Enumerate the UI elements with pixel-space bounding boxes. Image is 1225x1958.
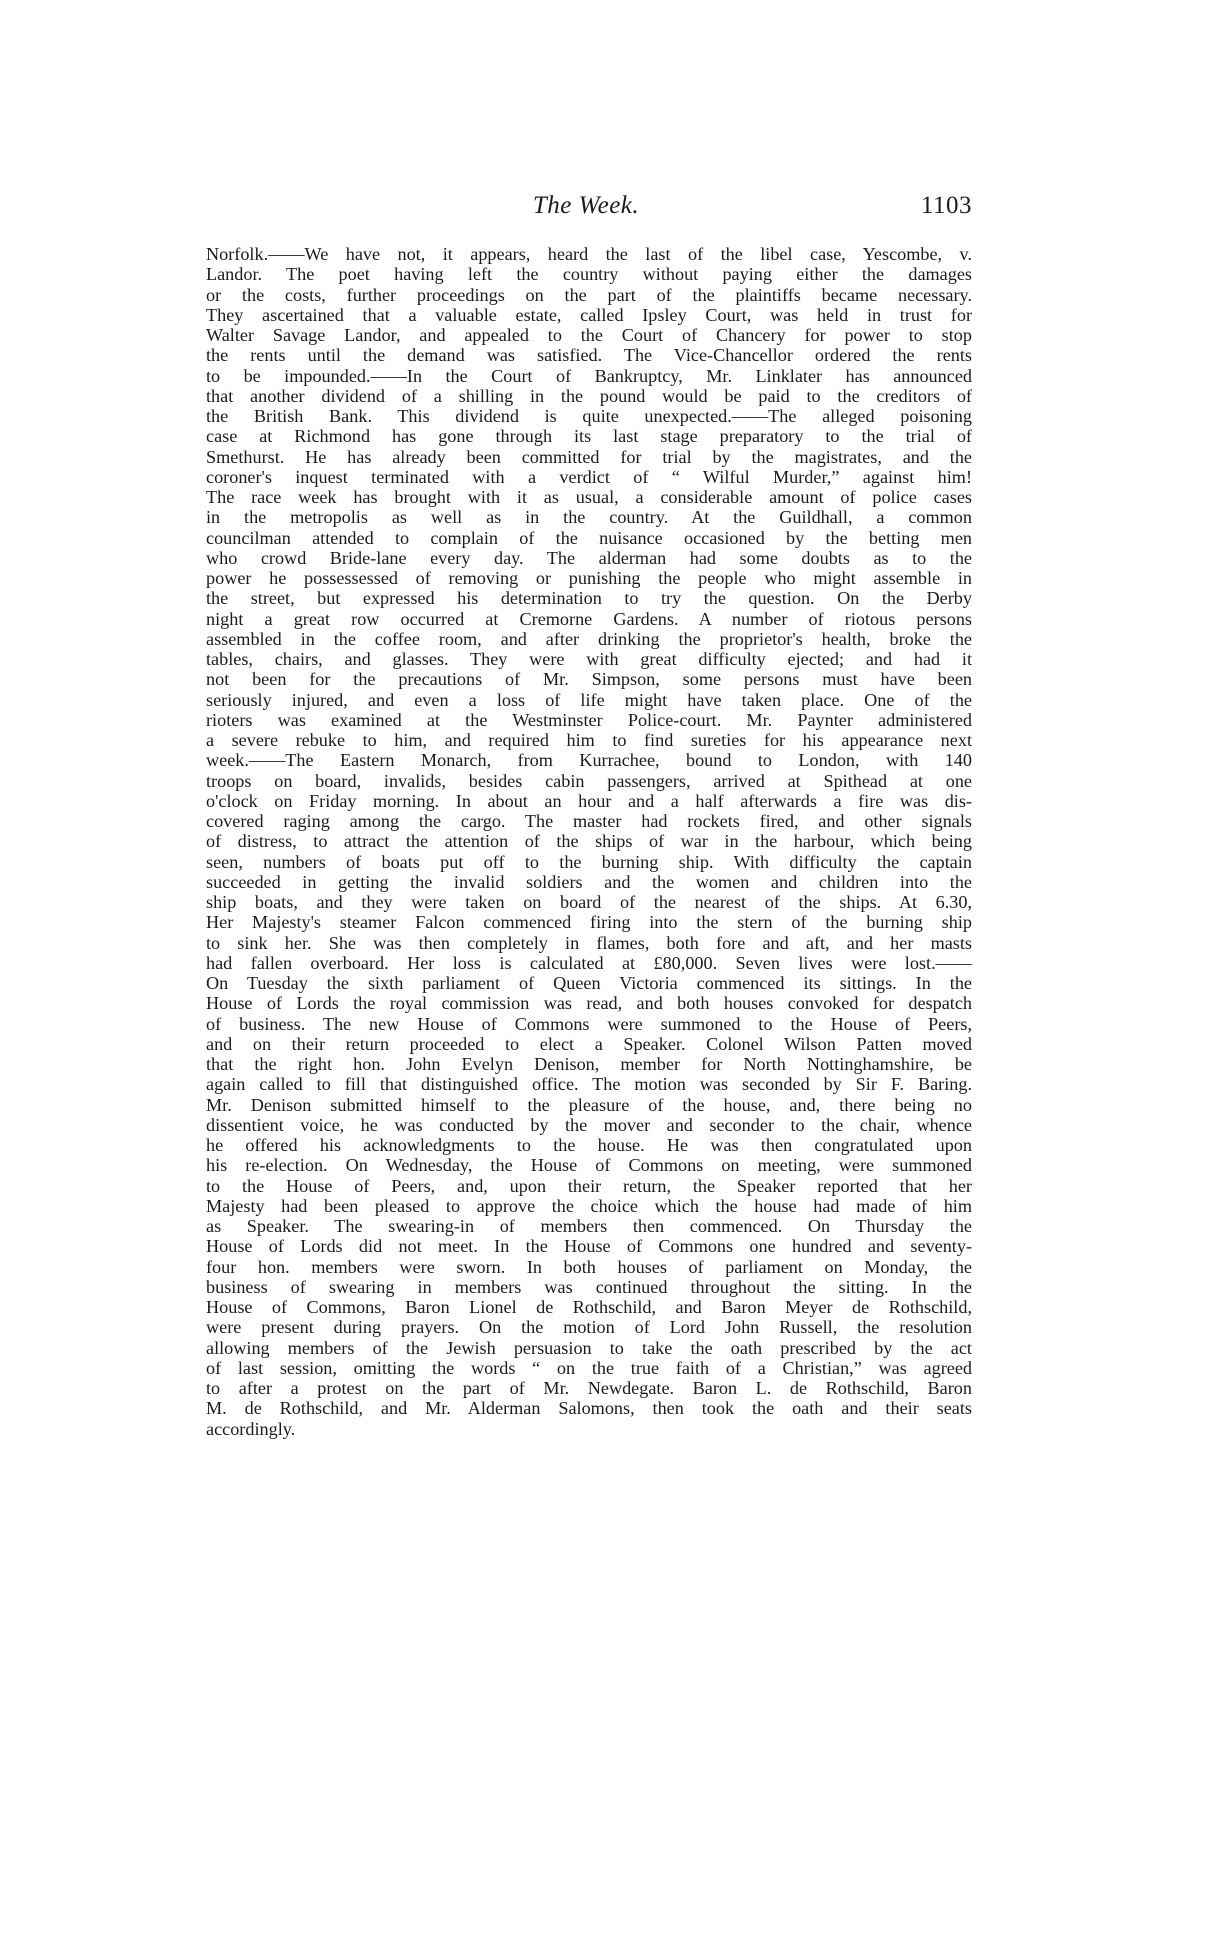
body-line: a severe rebuke to him, and required him to find sureties for his appearance next (206, 730, 972, 750)
body-line: to sink her. She was then completely in flames, both fore and aft, and her masts (206, 932, 972, 953)
page-number: 1103 (920, 192, 972, 219)
body-line: not been for the precautions of Mr. Simpson, some persons must have been (206, 669, 972, 690)
body-line: that another dividend of a shilling in the pound would be paid to the creditors of (206, 385, 972, 406)
body-line: Norfolk.——We have not, it appears, heard the last of the libel case, Yescombe, v. (206, 244, 972, 264)
body-line: four hon. members were sworn. In both houses of parliament on Monday, the (206, 1256, 972, 1277)
body-line: House of Commons, Baron Lionel de Rothschild, and Baron Meyer de Rothschild, (206, 1297, 972, 1317)
body-line: business of swearing in members was continued throughout the sitting. In the (206, 1276, 972, 1297)
body-line: House of Lords the royal commission was read, and both houses convoked for despatch (206, 993, 972, 1014)
body-line: of last session, omitting the words “ on the true faith of a Christian,” was agreed (206, 1357, 972, 1378)
running-head (200, 192, 972, 232)
body-line: seriously injured, and even a loss of life might have taken place. One of the (206, 689, 972, 710)
body-line: Majesty had been pleased to approve the choice which the house had made of him (206, 1195, 972, 1216)
body-line: to be impounded.——In the Court of Bankruptcy, Mr. Linklater has announced (206, 365, 972, 386)
body-line: Mr. Denison submitted himself to the pleasure of the house, and, there being no (206, 1094, 972, 1115)
body-line: as Speaker. The swearing-in of members then commenced. On Thursday the (206, 1216, 972, 1236)
body-line: case at Richmond has gone through its last stage preparatory to the trial of (206, 426, 972, 447)
body-line: the street, but expressed his determination to try the question. On the Derby (206, 588, 972, 609)
body-line: Walter Savage Landor, and appealed to the Court of Chancery for power to stop (206, 325, 972, 345)
body-line: of distress, to attract the attention of the ships of war in the harbour, which being (206, 831, 972, 852)
body-line: accordingly. (206, 1418, 296, 1439)
body-line: to after a protest on the part of Mr. Newdegate. Baron L. de Rothschild, Baron (206, 1378, 972, 1398)
body-line: Smethurst. He has already been committed for trial by the magistrates, and the (206, 446, 972, 467)
body-line: succeeded in getting the invalid soldiers and the women and children into the (206, 871, 972, 892)
body-line: that the right hon. John Evelyn Denison, member for North Nottinghamshire, be (206, 1054, 972, 1074)
body-line: and on their return proceeded to elect a Speaker. Colonel Wilson Patten moved (206, 1033, 972, 1054)
body-line: his re-election. On Wednesday, the House of Commons on meeting, were summoned (206, 1155, 972, 1176)
body-line: troops on board, invalids, besides cabin passengers, arrived at Spithead at one (206, 770, 972, 791)
body-line: who crowd Bride-lane every day. The alderman had some doubts as to the (206, 547, 972, 568)
body-line: night a great row occurred at Cremorne Gardens. A number of riotous persons (206, 608, 972, 629)
body-line: the British Bank. This dividend is quite unexpected.——The alleged poisoning (206, 406, 972, 426)
body-line: tables, chairs, and glasses. They were with great difficulty ejected; and had it (206, 649, 972, 669)
running-title: The Week. (532, 192, 640, 219)
body-line: covered raging among the cargo. The master had rockets fired, and other signals (206, 811, 972, 831)
body-line: the rents until the demand was satisfied. The Vice-Chancellor ordered the rents (206, 345, 972, 366)
article-body (206, 244, 972, 1439)
body-line: assembled in the coffee room, and after drinking the proprietor's health, broke the (206, 628, 972, 649)
body-line: seen, numbers of boats put off to the burning ship. With difficulty the captain (206, 851, 972, 872)
body-line: Her Majesty's steamer Falcon commenced firing into the stern of the burning ship (206, 912, 972, 933)
body-line: Landor. The poet having left the country without paying either the damages (206, 264, 972, 285)
body-line: o'clock on Friday morning. In about an hour and a half afterwards a fire was dis- (206, 790, 972, 811)
body-line: M. de Rothschild, and Mr. Alderman Salomons, then took the oath and their seats (206, 1398, 972, 1419)
body-line: to the House of Peers, and, upon their return, the Speaker reported that her (206, 1175, 972, 1196)
body-line: or the costs, further proceedings on the part of the plaintiffs became necessary. (206, 284, 972, 305)
body-line: allowing members of the Jewish persuasion to take the oath prescribed by the act (206, 1337, 972, 1358)
body-line: On Tuesday the sixth parliament of Queen Victoria commenced its sittings. In the (206, 973, 972, 993)
body-line: were present during prayers. On the motion of Lord John Russell, the resolution (206, 1317, 972, 1338)
body-line: The race week has brought with it as usual, a considerable amount of police cases (206, 487, 972, 507)
body-line: had fallen overboard. Her loss is calculated at £80,000. Seven lives were lost.—— (206, 952, 972, 973)
body-line: of business. The new House of Commons were summoned to the House of Peers, (206, 1013, 972, 1034)
body-line: in the metropolis as well as in the country. At the Guildhall, a common (206, 507, 972, 528)
body-line: rioters was examined at the Westminster Police-court. Mr. Paynter administered (206, 709, 972, 730)
body-line: They ascertained that a valuable estate, called Ipsley Court, was held in trust for (206, 304, 972, 325)
body-line: ship boats, and they were taken on board of the nearest of the ships. At 6.30, (206, 892, 972, 912)
body-line: coroner's inquest terminated with a verdict of “ Wilful Murder,” against him! (206, 466, 972, 487)
body-line: week.——The Eastern Monarch, from Kurrachee, bound to London, with 140 (206, 750, 972, 771)
body-line: dissentient voice, he was conducted by the mover and seconder to the chair, whence (206, 1114, 972, 1135)
body-line: House of Lords did not meet. In the House of Commons one hundred and seventy- (206, 1236, 972, 1257)
body-line: councilman attended to complain of the nuisance occasioned by the betting men (206, 527, 972, 548)
body-line: again called to fill that distinguished office. The motion was seconded by Sir F. Baring. (206, 1074, 972, 1095)
body-line: he offered his acknowledgments to the house. He was then congratulated upon (206, 1135, 972, 1155)
body-line: power he possessessed of removing or punishing the people who might assemble in (206, 568, 972, 588)
